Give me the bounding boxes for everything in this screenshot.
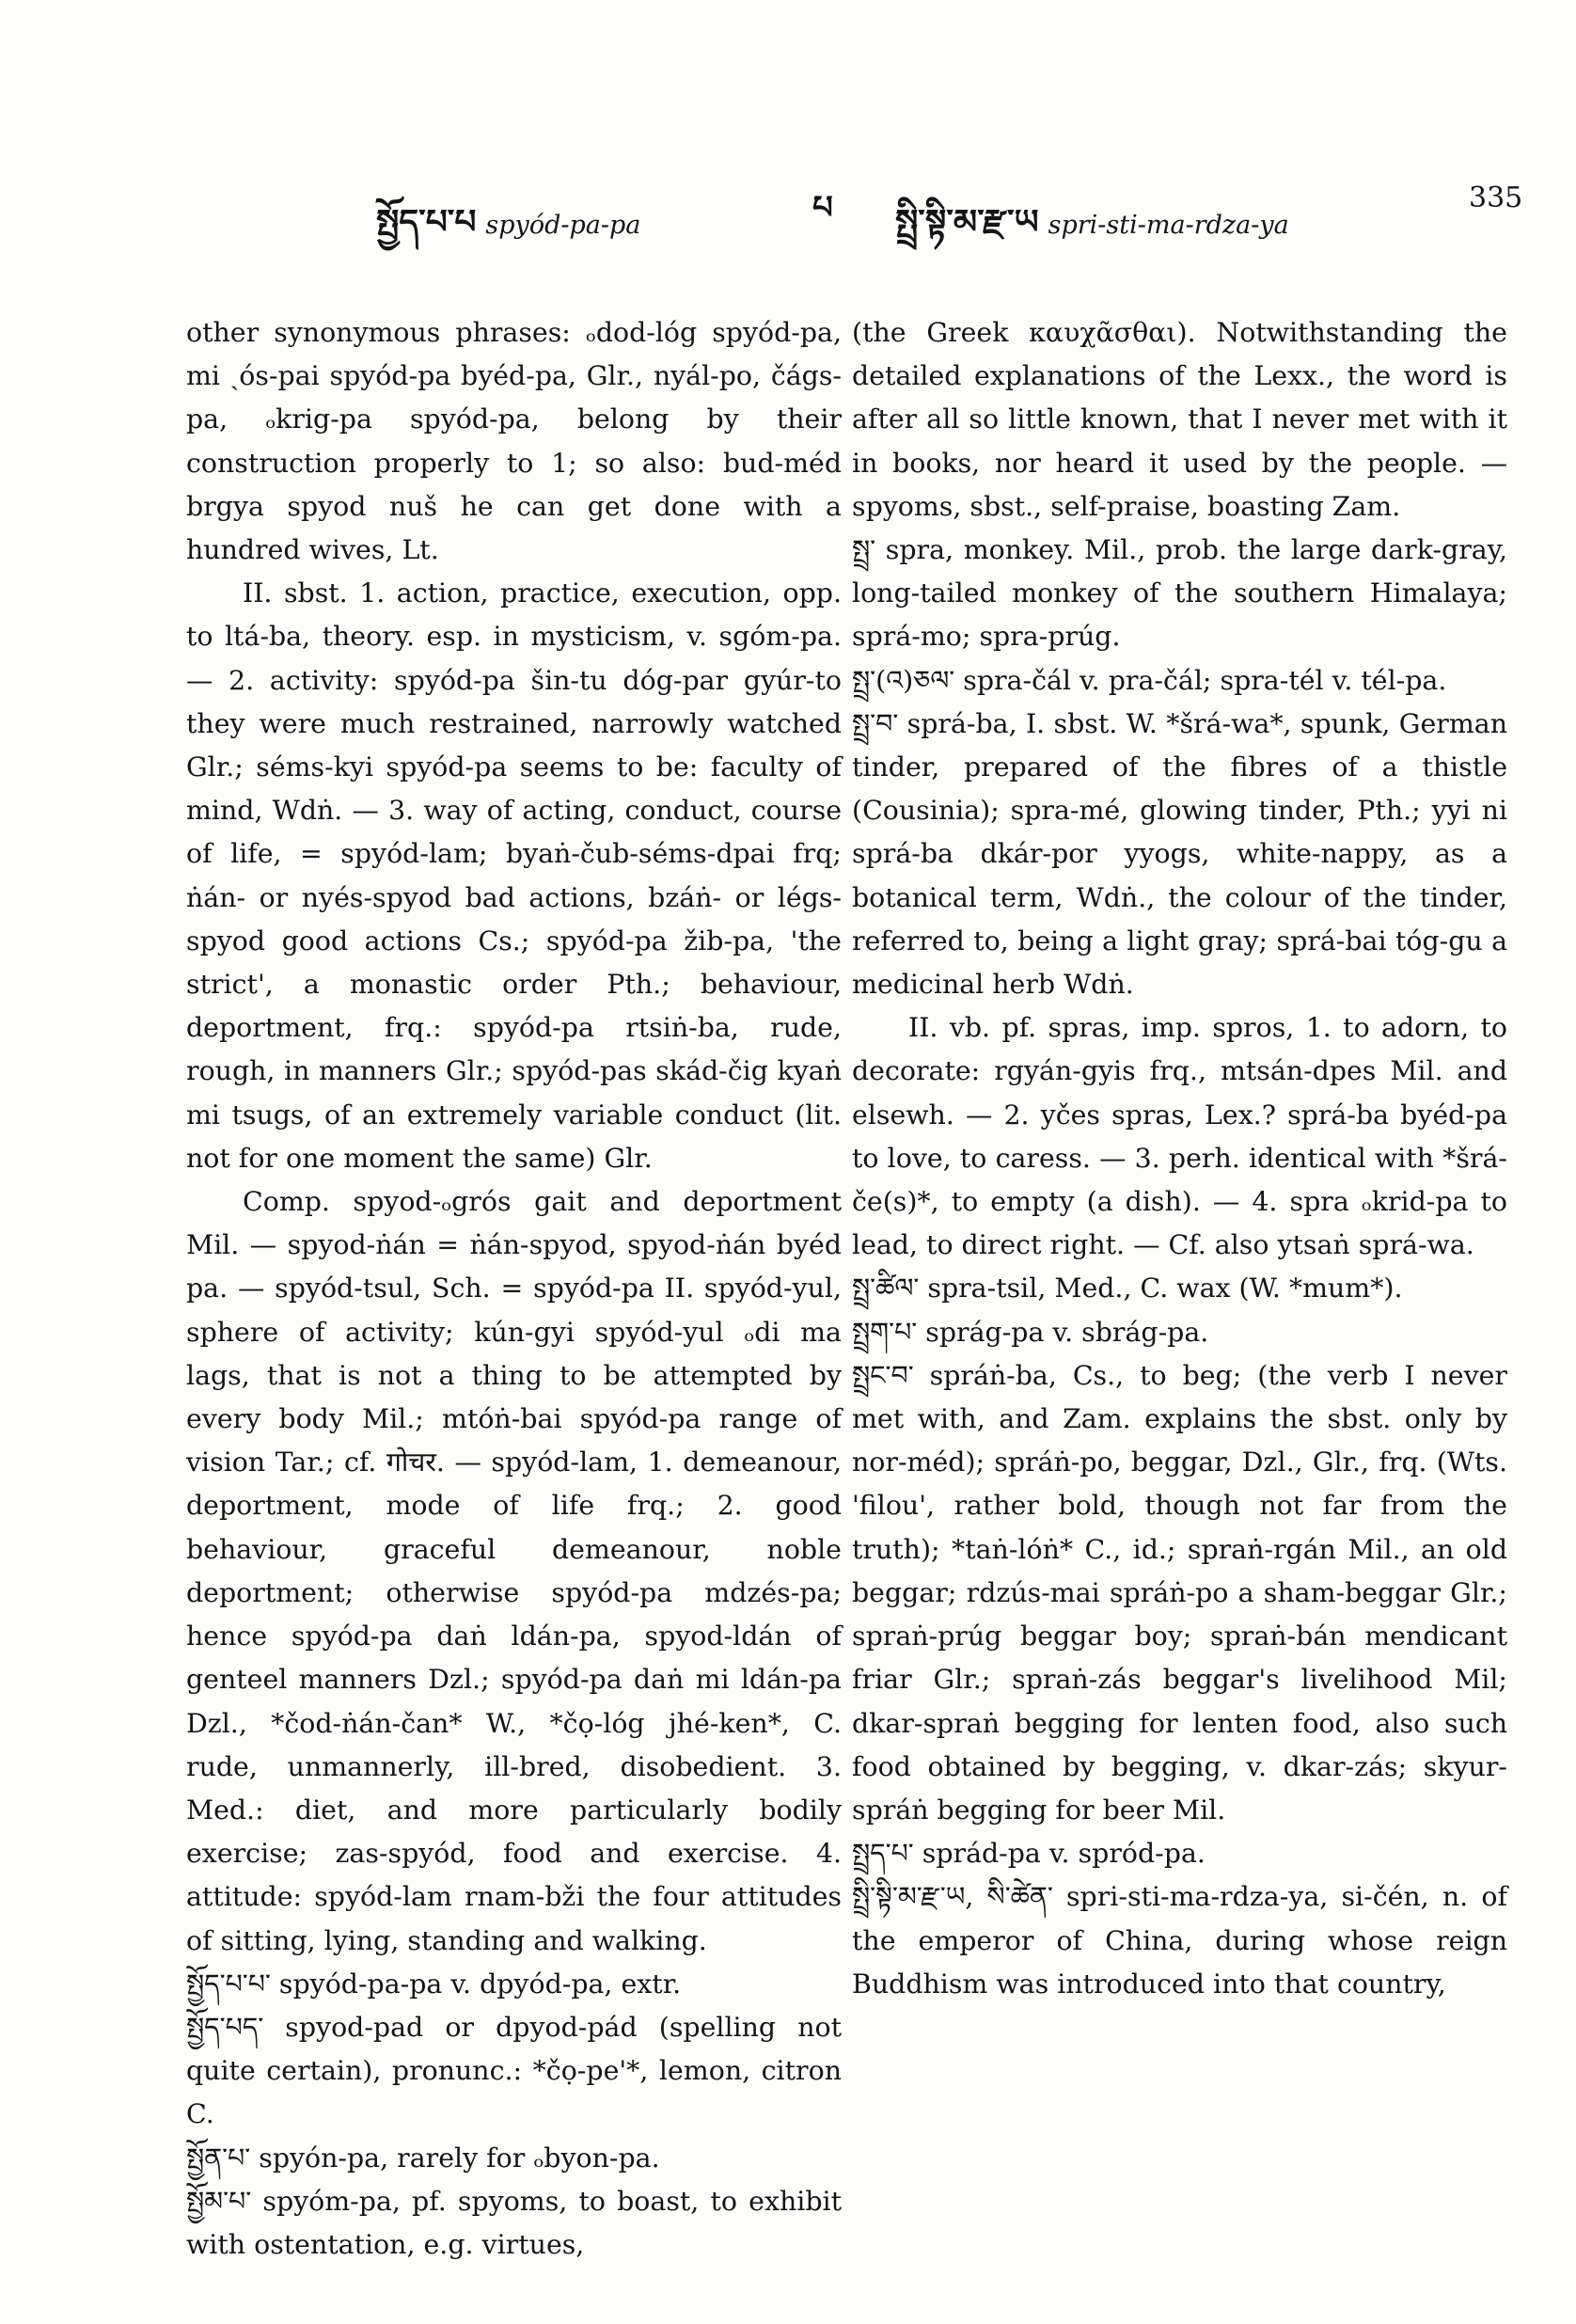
dictionary-entry: སྤྲ་ཚིལ་ spra-tsil, Med., C. wax (W. *mum*). <box>852 1273 1403 1304</box>
running-header-right <box>895 183 1289 279</box>
entry-paragraph: Comp. spyod-ₒgrós gait and deportment Mil. — spyod-ṅán = ṅán-spyod, spyod-ṅán byéd pa. — spyód-tsul, Sch. = spyód-pa II. spyód-yul, sphere of activity; kún-gyi spyód-yul ₒdi ma lags, that is not a thing to be attempted by every body Mil.; mtóṅ-bai spyód-pa range of vision Tar.; cf. गोचर. — spyód-lam, 1. demeanour, deportment, mode of life frq.; 2. good behaviour, graceful demeanour, noble deportment; otherwise spyód-pa mdzés-pa; hence spyód-pa daṅ ldán-pa, spyod-ldán of genteel manners Dzl.; spyód-pa daṅ mi ldán-pa Dzl., *čod-ṅán-čan* W., *čọ-lóg jhé-ken*, C. rude, unmannerly, ill-bred, disobedient. 3. Med.: diet, and more particularly bodily exercise; zas-spyód, food and exercise. 4. attitude: spyód-lam rnam-bži the four attitudes of sitting, lying, standing and walking. <box>186 1186 842 1956</box>
entry-paragraph: (the Greek καυχᾶσθαι). Notwithstanding the detailed explanations of the Lexx., the word is after all so little known, that I never met with it in books, nor heard it used by the people. — spyoms, sbst., self-praise, boasting Zam. <box>852 317 1507 522</box>
dictionary-entry: སྤྲི་སྟི་མ་རྫ་ཡ, སི་ཚེན་ spri-sti-ma-rdza-ya, si-čén, n. of the emperor of China, during whose reign Buddhism was introduced into that country, <box>852 1881 1507 2000</box>
dictionary-entry: སྤྱོམ་པ་ spyóm-pa, pf. spyoms, to boast, to exhibit with ostentation, e.g. virtues, <box>186 2185 842 2260</box>
entry-paragraph: II. vb. pf. spras, imp. spros, 1. to adorn, to decorate: rgyán-gyis frq., mtsán-dpes Mil. and elsewh. — 2. yčes spras, Lex.? sprá-ba byéd-pa to love, to caress. — 3. perh. identical with *šrá-če(s)*, to empty (a dish). — 4. spra ₒkrid-pa to lead, to direct right. — Cf. also ytsaṅ sprá-wa. <box>852 1012 1507 1261</box>
entry-paragraph: other synonymous phrases: ₒdod-lóg spyód-pa, mi ˏós-pai spyód-pa byéd-pa, Glr., nyál-po, čágs-pa, ₒkrig-pa spyód-pa, belong by their construction properly to 1; so also: bud-méd brgya spyod nuš he can get done with a hundred wives, Lt. <box>186 317 842 566</box>
header-right-headword: spri-sti-ma-rdza-ya <box>1048 211 1289 240</box>
dictionary-entry: སྤྱོན་པ་ spyón-pa, rarely for ₒbyon-pa. <box>186 2142 660 2174</box>
dictionary-entry: སྤྲད་པ་ sprád-pa v. spród-pa. <box>852 1838 1206 1870</box>
left-column <box>186 311 842 2267</box>
dictionary-entry: སྤྲ་(འ)ཅལ་ spra-čál v. pra-čál; spra-tél v. tél-pa. <box>852 664 1447 696</box>
header-left-tibetan: སྤྱོད་པ་པ <box>376 202 477 242</box>
dictionary-entry: སྤྲག་པ་ sprág-pa v. sbrág-pa. <box>852 1316 1209 1348</box>
header-left-headword: spyód-pa-pa <box>485 211 641 240</box>
dictionary-entry: སྤྱོད་པ་པ་ spyód-pa-pa v. dpyód-pa, extr. <box>186 1968 682 2000</box>
dictionary-entry: སྤྲ་ spra, monkey. Mil., prob. the large dark-gray, long-tailed monkey of the southern Himalaya; sprá-mo; spra-prúg. <box>852 534 1507 653</box>
header-right-tibetan: སྤྲི་སྟི་མ་རྫ་ཡ <box>895 202 1039 242</box>
dictionary-entry: སྤྱོད་པད་ spyod-pad or dpyod-pád (spelling not quite certain), pronunc.: *čọ-pe'*, lemon, citron C. <box>186 2011 842 2130</box>
dictionary-entry: སྤྲང་བ་ spráṅ-ba, Cs., to beg; (the verb I never met with, and Zam. explains the sbst. only by nor-méd); spráṅ-po, beggar, Dzl., Glr., frq. (Wts. 'filou', rather bold, though not far from the truth); *taṅ-lóṅ* C., id.; spraṅ-rgán Mil., an old beggar; rdzús-mai spráṅ-po a sham-beggar Glr.; spraṅ-prúg beggar boy; spraṅ-bán mendicant friar Glr.; spraṅ-zás beggar's livelihood Mil; dkar-spraṅ begging for lenten food, also such food obtained by begging, v. dkar-zás; skyur-spráṅ begging for beer Mil. <box>852 1359 1507 1826</box>
running-header-left <box>376 183 640 279</box>
page-number: 335 <box>1469 182 1523 214</box>
right-column <box>852 311 1507 2006</box>
entry-paragraph: II. sbst. 1. action, practice, execution, opp. to ltá-ba, theory. esp. in mysticism, v. sgóm-pa. — 2. activity: spyód-pa šin-tu dóg-par gyúr-to they were much restrained, narrowly watched Glr.; séms-kyi spyód-pa seems to be: faculty of mind, Wdṅ. — 3. way of acting, conduct, course of life, = spyód-lam; byaṅ-čub-séms-dpai frq; ṅán- or nyés-spyod bad actions, bzáṅ- or légs-spyod good actions Cs.; spyód-pa žib-pa, 'the strict', a monastic order Pth.; behaviour, deportment, frq.: spyód-pa rtsiṅ-ba, rude, rough, in manners Glr.; spyód-pas skád-čig kyaṅ mi tsugs, of an extremely variable conduct (lit. not for one moment the same) Glr. <box>186 577 842 1174</box>
page-section-letter: པ <box>812 189 833 227</box>
dictionary-entry: སྤྲ་བ་ sprá-ba, I. sbst. W. *šrá-wa*, spunk, German tinder, prepared of the fibres of a thistle (Cousinia); spra-mé, glowing tinder, Pth.; yyi ni sprá-ba dkár-por yyogs, white-nappy, as a botanical term, Wdṅ., the colour of the tinder, referred to, being a light gray; sprá-bai tóg-gu a medicinal herb Wdṅ. <box>852 707 1507 1001</box>
